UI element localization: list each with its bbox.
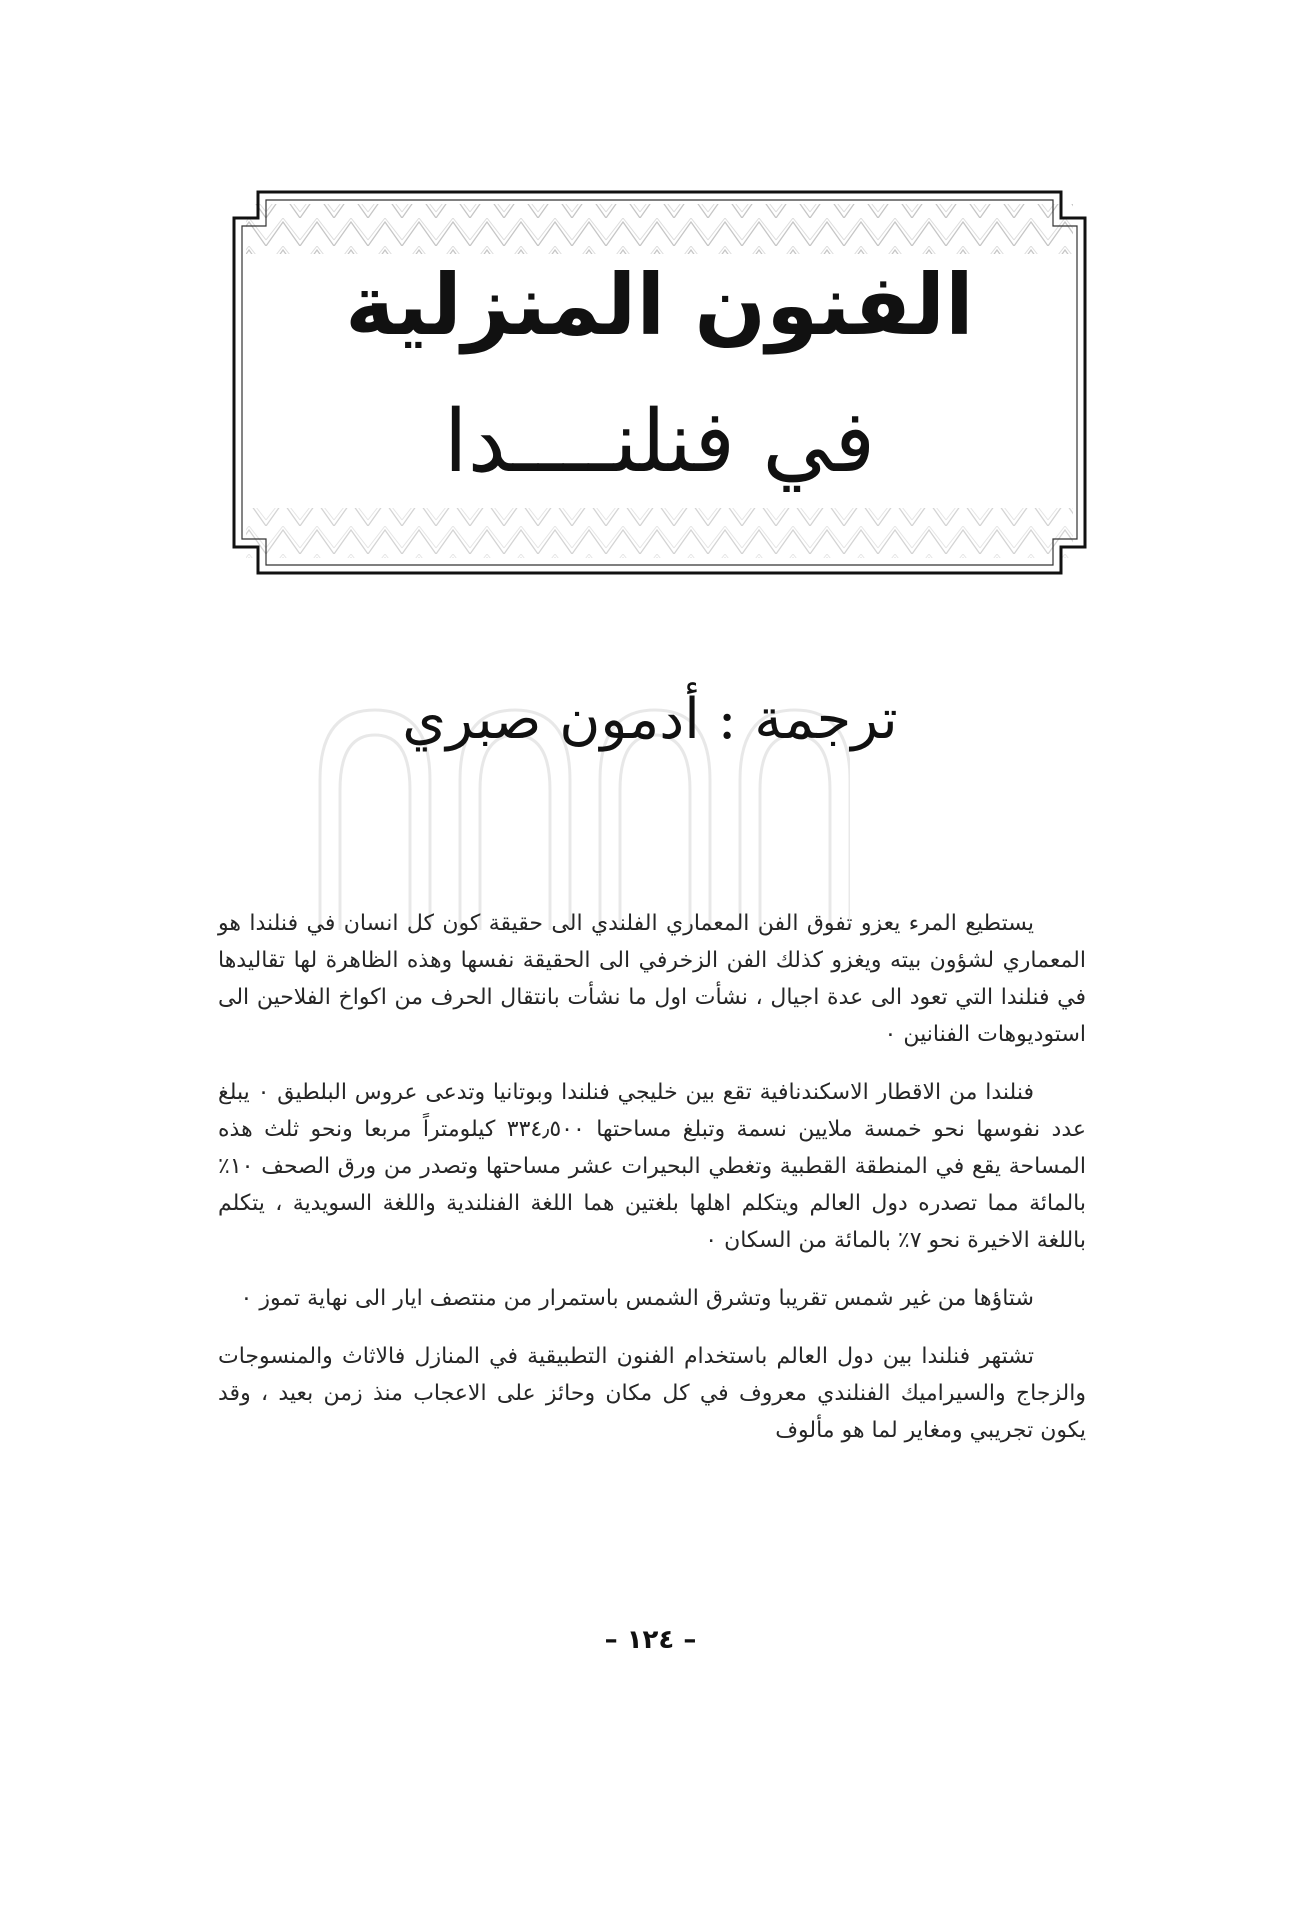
paragraph-2: فنلندا من الاقطار الاسكندنافية تقع بين خليجي فنلندا وبوتانيا وتدعى عروس البلطيق ٠ يبلغ عدد نفوسها نحو خمسة ملايين نسمة وتبلغ مساحتها ٣٣٤٫٥٠٠ كيلومتراً مربعا ونحو ثلث هذه المساحة يقع في المنطقة القطبية وتغطي البحيرات عشر مساحتها وتصدر من ورق الصحف ١٠٪ بالمائة مما تصدره دول العالم ويتكلم اهلها بلغتين هما اللغة الفنلندية واللغة السويدية ، يتكلم باللغة الاخيرة نحو ٧٪ بالمائة من السكان ٠ [218,1080,1087,1253]
title-line-sub: في فنلنــــدا [443,392,876,492]
translator-credit: ترجمة : أدمون صبري [402,687,898,752]
paragraph-1: يستطيع المرء يعزو تفوق الفن المعماري الفلندي الى حقيقة كون كل انسان في فنلندا هو المعماري لشؤون بيته ويغزو كذلك الفن الزخرفي الى الحقيقة نفسها وهذه الظاهرة لها تقاليدها في فنلندا التي تعود الى عدة اجيال ، نشأت اول ما نشأت بانتقال الحرف من اكواخ الفلاحين الى استوديوهات الفنانين ٠ [218,911,1086,1047]
title-line-main: الفنون المنزلية [345,256,974,354]
title-frame [232,190,1087,575]
paragraph-3: شتاؤها من غير شمس تقريبا وتشرق الشمس باستمرار من منتصف ايار الى نهاية تموز ٠ [240,1286,1034,1311]
ornamental-frame-border [232,190,1087,575]
page-number: – ١٢٤ – [604,1625,697,1655]
paragraph-4: تشتهر فنلندا بين دول العالم باستخدام الفنون التطبيقية في المنازل فالاثاث والمنسوجات والزجاج والسيراميك الفنلندي معروف في كل مكان وحائز على الاعجاب منذ زمن بعيد ، وقد يكون تجريبي ومغاير لما هو مألوف [218,1344,1086,1443]
article-body [218,905,1086,1470]
